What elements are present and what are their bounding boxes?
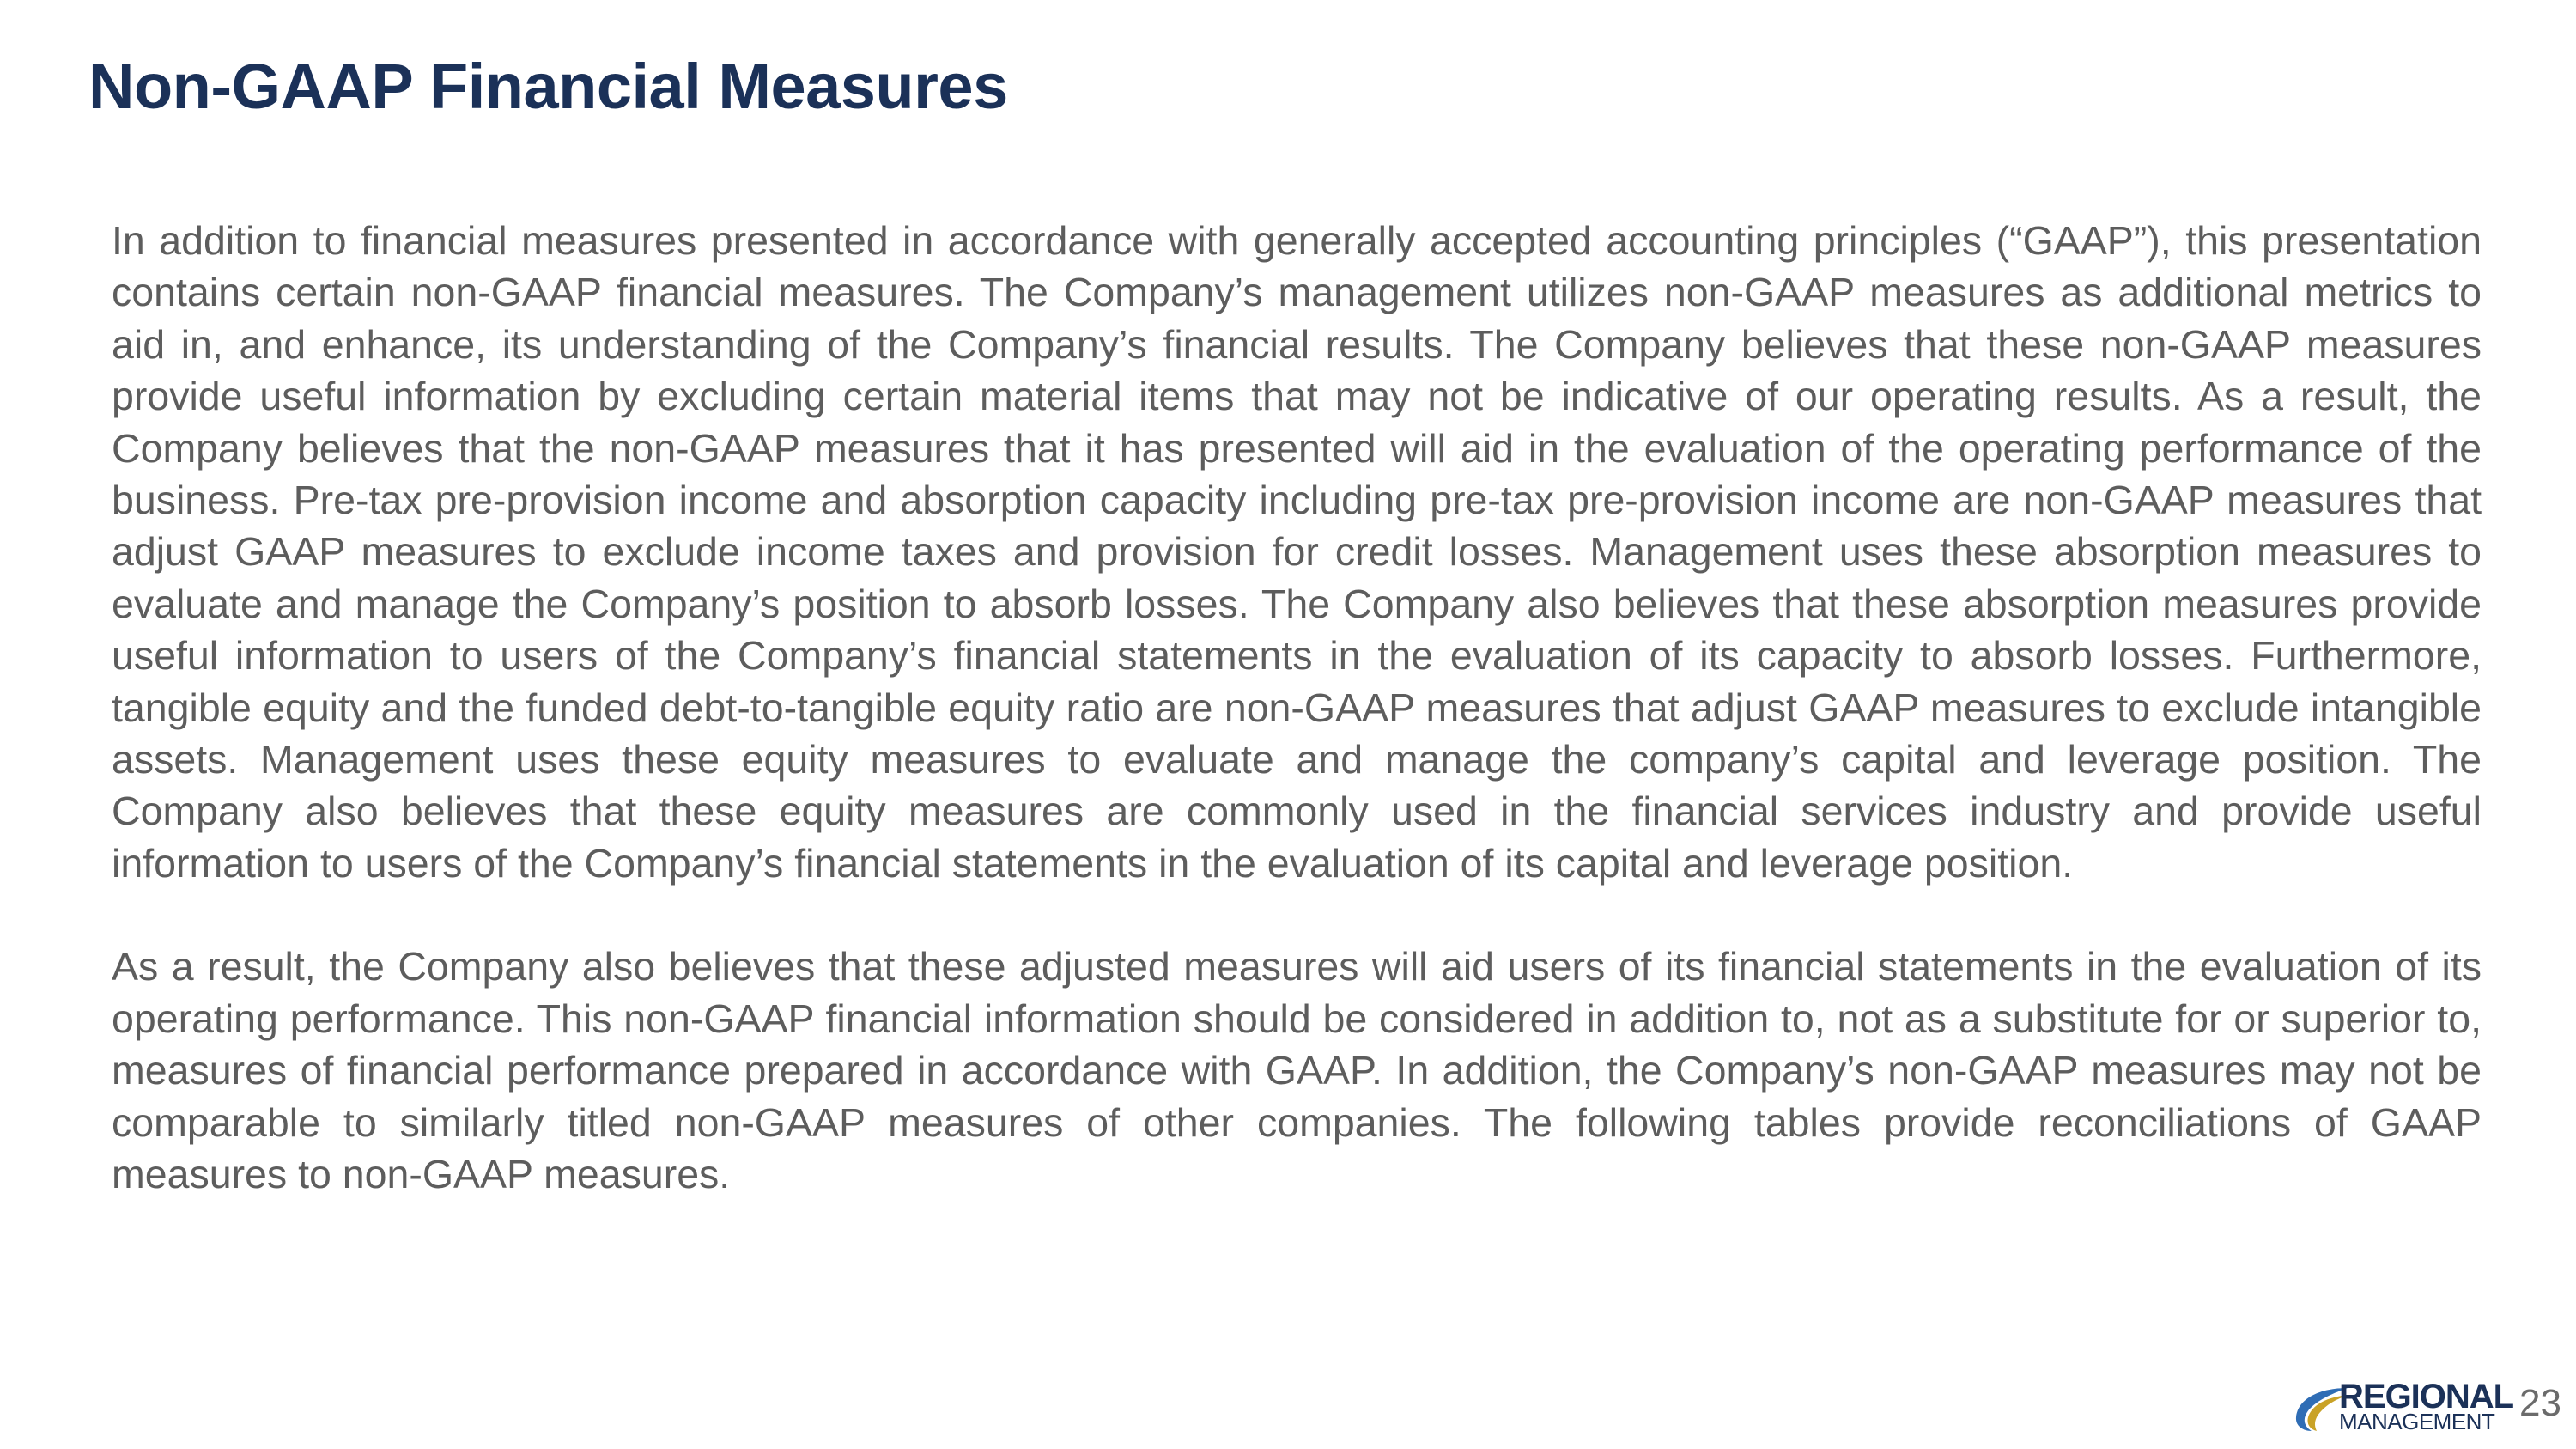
page-number: 23 (2519, 1382, 2561, 1424)
paragraph-2: As a result, the Company also believes that these adjusted measures will aid users of its financial statements in the evaluation of its operating performance. This non-GAAP financial information should be considered in addition to, not as a substitute for or superior to, measures of financial performance prepared in accordance with GAAP. In addition, the Company’s non-GAAP measures may not be comparable to similarly titled non-GAAP measures of other companies. The following tables provide reconciliations of GAAP measures to non-GAAP measures. (112, 944, 2482, 1196)
paragraph-1: In addition to financial measures presented in accordance with generally accepted accounting principles (“GAAP”), this presentation contains certain non-GAAP financial measures. The Company’s management utilizes non-GAAP measures as additional metrics to aid in, and enhance, its understanding of the Company’s financial results. The Company believes that these non-GAAP measures provide useful information by excluding certain material items that may not be indicative of our operating results. As a result, the Company believes that the non-GAAP measures that it has presented will aid in the evaluation of the operating performance of the business. Pre-tax pre-provision income and absorption capacity including pre-tax pre-provision income are non-GAAP measures that adjust GAAP measures to exclude income taxes and provision for credit losses. Management uses these absorption measures to evaluate and manage the Company’s position to absorb losses. The Company also believes that these absorption measures provide useful information to users of the Company’s financial statements in the evaluation of its capacity to absorb losses. Furthermore, tangible equity and the funded debt-to-tangible equity ratio are non-GAAP measures that adjust GAAP measures to exclude intangible assets. Management uses these equity measures to evaluate and manage the company’s capital and leverage position. The Company also believes that these equity measures are commonly used in the financial services industry and provide useful information to users of the Company’s financial statements in the evaluation of its capital and leverage position. (112, 218, 2482, 886)
logo-wordmark-bottom: MANAGEMENT (2339, 1409, 2495, 1434)
regional-management-logo (2291, 1379, 2512, 1433)
slide-title: Non-GAAP Financial Measures (88, 51, 1008, 122)
logo-wordmark-top: REGIONAL (2339, 1378, 2514, 1416)
body-text (112, 215, 2482, 1200)
